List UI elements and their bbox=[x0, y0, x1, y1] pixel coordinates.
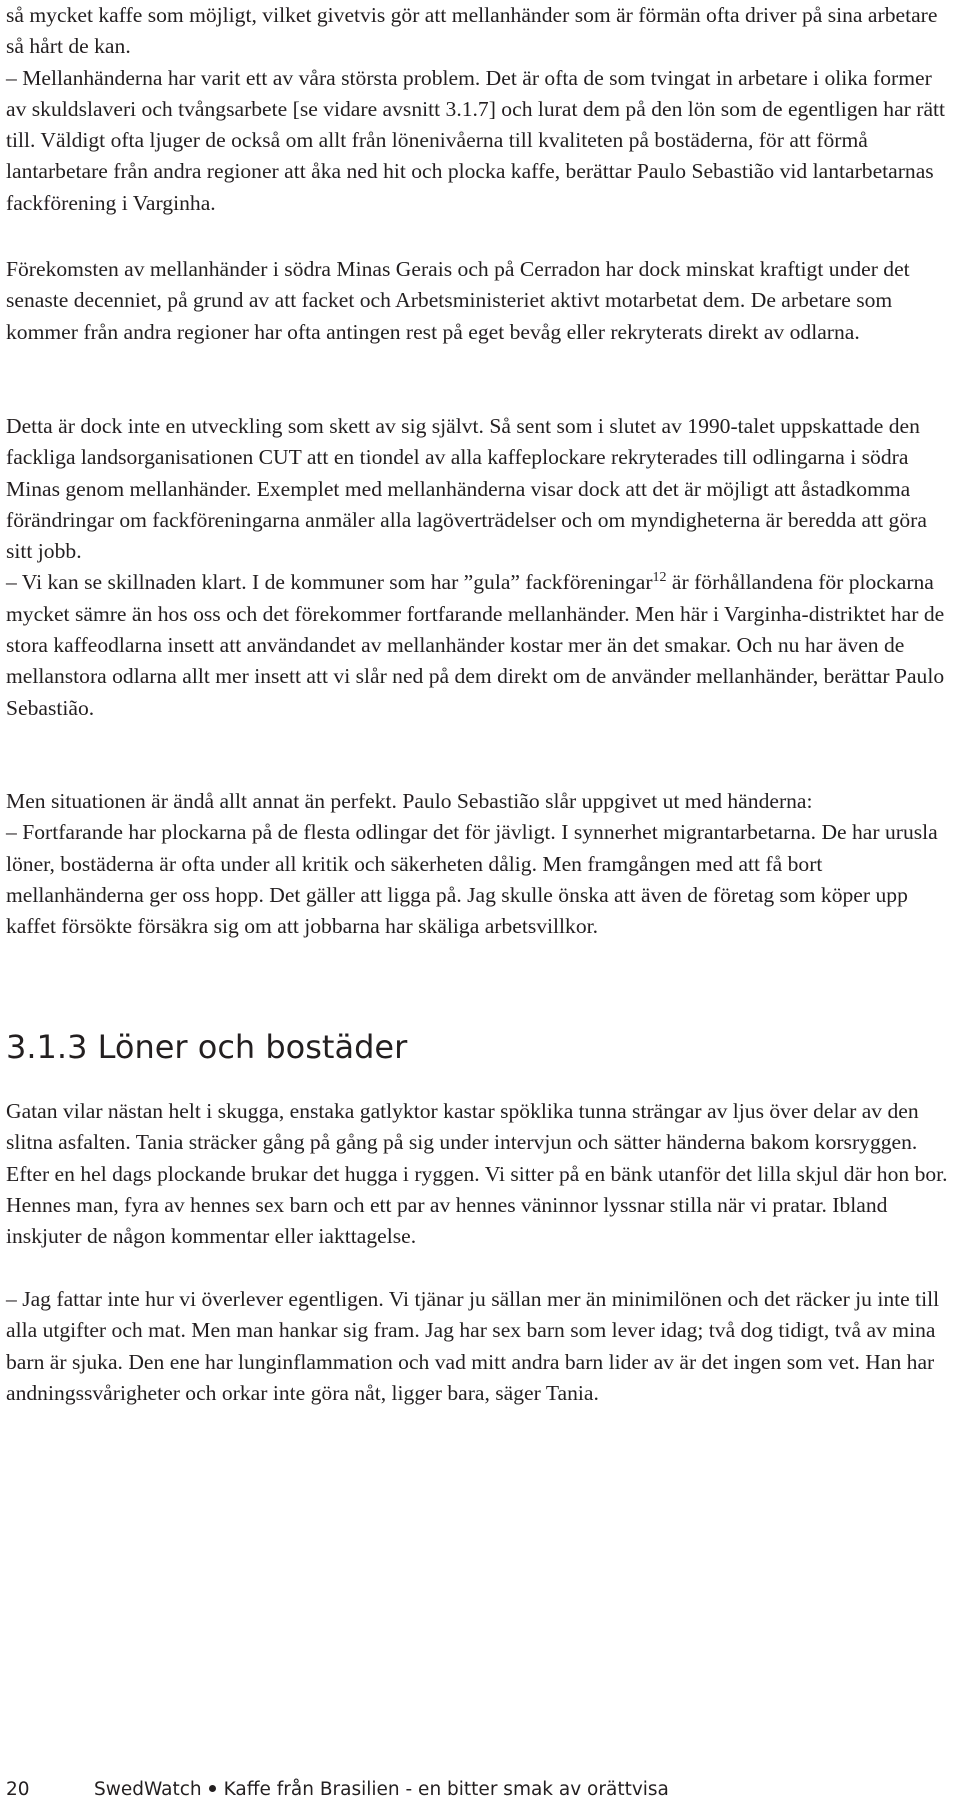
report-title: Kaffe från Brasilien - en bitter smak av orättvisa bbox=[223, 1779, 669, 1800]
quote-text-part1: – Vi kan se skillnaden klart. I de kommuner som har ”gula” fackföreningar bbox=[6, 570, 653, 595]
paragraph-forekomsten bbox=[6, 254, 950, 348]
paragraph-text: – Jag fattar inte hur vi överlever egentligen. Vi tjänar ju sällan mer än minimilönen och det räcker ju inte till alla utgifter och mat. Men man hankar sig fram. Jag har sex barn som lever idag; två dog tidigt, två av mina barn är sjuka. Den ene har lunginflammation och vad mitt andra barn lider av är det ingen som vet. Han har andningssvårigheter och orkar inte göra nåt, ligger bara, säger Tania. bbox=[6, 1287, 940, 1405]
publisher-name: SwedWatch bbox=[94, 1779, 202, 1800]
paragraph-text: så mycket kaffe som möjligt, vilket givetvis gör att mellanhänder som är förmän ofta driver på sina arbetare så hårt de kan. bbox=[6, 3, 938, 59]
quote-paulo-sebastiao: – Mellanhänderna har varit ett av våra största problem. Det är ofta de som tvingat in arbetare i olika former av skuldslaveri och tvångsarbete [se vidare avsnitt 3.1.7] och lurat dem på den lön som de egentligen har rätt till. Väldigt ofta ljuger de också om allt från lönenivåerna till kvaliteten på bostäderna, för att förmå lantarbetare från andra regioner att åka ned hit och plocka kaffe, berättar Paulo Sebastião vid lantarbetarnas fackförening i Varginha. bbox=[6, 65, 946, 215]
paragraph-text: Men situationen är ändå allt annat än perfekt. Paulo Sebastião slår uppgivet ut med händerna: bbox=[6, 789, 813, 813]
paragraph-gatan bbox=[6, 1096, 950, 1252]
paragraph-situationen bbox=[6, 786, 950, 942]
paragraph-mellanhander-intro bbox=[6, 0, 950, 219]
bullet-icon bbox=[209, 1785, 216, 1792]
footnote-ref: 12 bbox=[652, 570, 667, 586]
paragraph-text: Gatan vilar nästan helt i skugga, enstaka gatlyktor kastar spöklika tunna strängar av ljus över delar av den slitna asfalten. Tania sträcker gång på gång på sig under intervjun och sätter händerna bakom korsryggen. Efter en hel dags plockande brukar det hugga i ryggen. Vi sitter på en bänk utanför det lilla skjul där hon bor. Hennes man, fyra av hennes sex barn och ett par av hennes väninnor lyssnar stilla när vi pratar. Ibland inskjuter de någon kommentar eller iakttagelse. bbox=[6, 1099, 948, 1249]
quote-skillnaden bbox=[6, 567, 950, 723]
page-number: 20 bbox=[6, 1779, 30, 1800]
paragraph-text: Förekomsten av mellanhänder i södra Minas Gerais och på Cerradon har dock minskat kraftigt under det senaste decenniet, på grund av att facket och Arbetsministeriet aktivt motarbetat dem. De arbetare som kommer från andra regioner har ofta antingen rest på eget bevåg eller rekryterats direkt av odlarna. bbox=[6, 257, 910, 344]
paragraph-text: Detta är dock inte en utveckling som skett av sig självt. Så sent som i slutet av 1990-talet uppskattade den fackliga landsorganisationen CUT att en tiondel av alla kaffeplockare rekryterades till odlingarna i södra Minas genom mellanhänder. Exemplet med mellanhänderna visar dock att det är möjligt att åstadkomma förändringar om fackföreningarna anmäler alla lagöverträdelser och om myndigheterna är beredda att göra sitt jobb. bbox=[6, 414, 927, 564]
quote-text-part2: är förhållandena för plockarna mycket sämre än hos oss och det förekommer fortfarande mellanhänder. Men här i Varginha-distriktet har de stora kaffeodlarna insett att användandet av mellanhänder kostar mer än det smakar. Och nu har även de mellanstora odlarna allt mer insett att vi slår ned på dem direkt om de använder mellanhänder, berättar Paulo Sebastião. bbox=[6, 570, 945, 720]
paragraph-utveckling bbox=[6, 411, 950, 724]
section-heading: 3.1.3 Löner och bostäder bbox=[6, 1028, 408, 1066]
section-heading-block bbox=[6, 1027, 950, 1067]
quote-fortfarande: – Fortfarande har plockarna på de flesta odlingar det för jävligt. I synnerhet migrantarbetarna. De har urusla löner, bostäderna är ofta under all kritik och säkerheten dålig. Men framgången med att få bort mellanhänderna ger oss hopp. Det gäller att ligga på. Jag skulle önska att även de företag som köper upp kaffet försökte försäkra sig om att jobbarna har skäliga arbetsvillkor. bbox=[6, 820, 938, 939]
paragraph-tania-quote bbox=[6, 1284, 950, 1409]
page-footer bbox=[6, 1777, 950, 1803]
